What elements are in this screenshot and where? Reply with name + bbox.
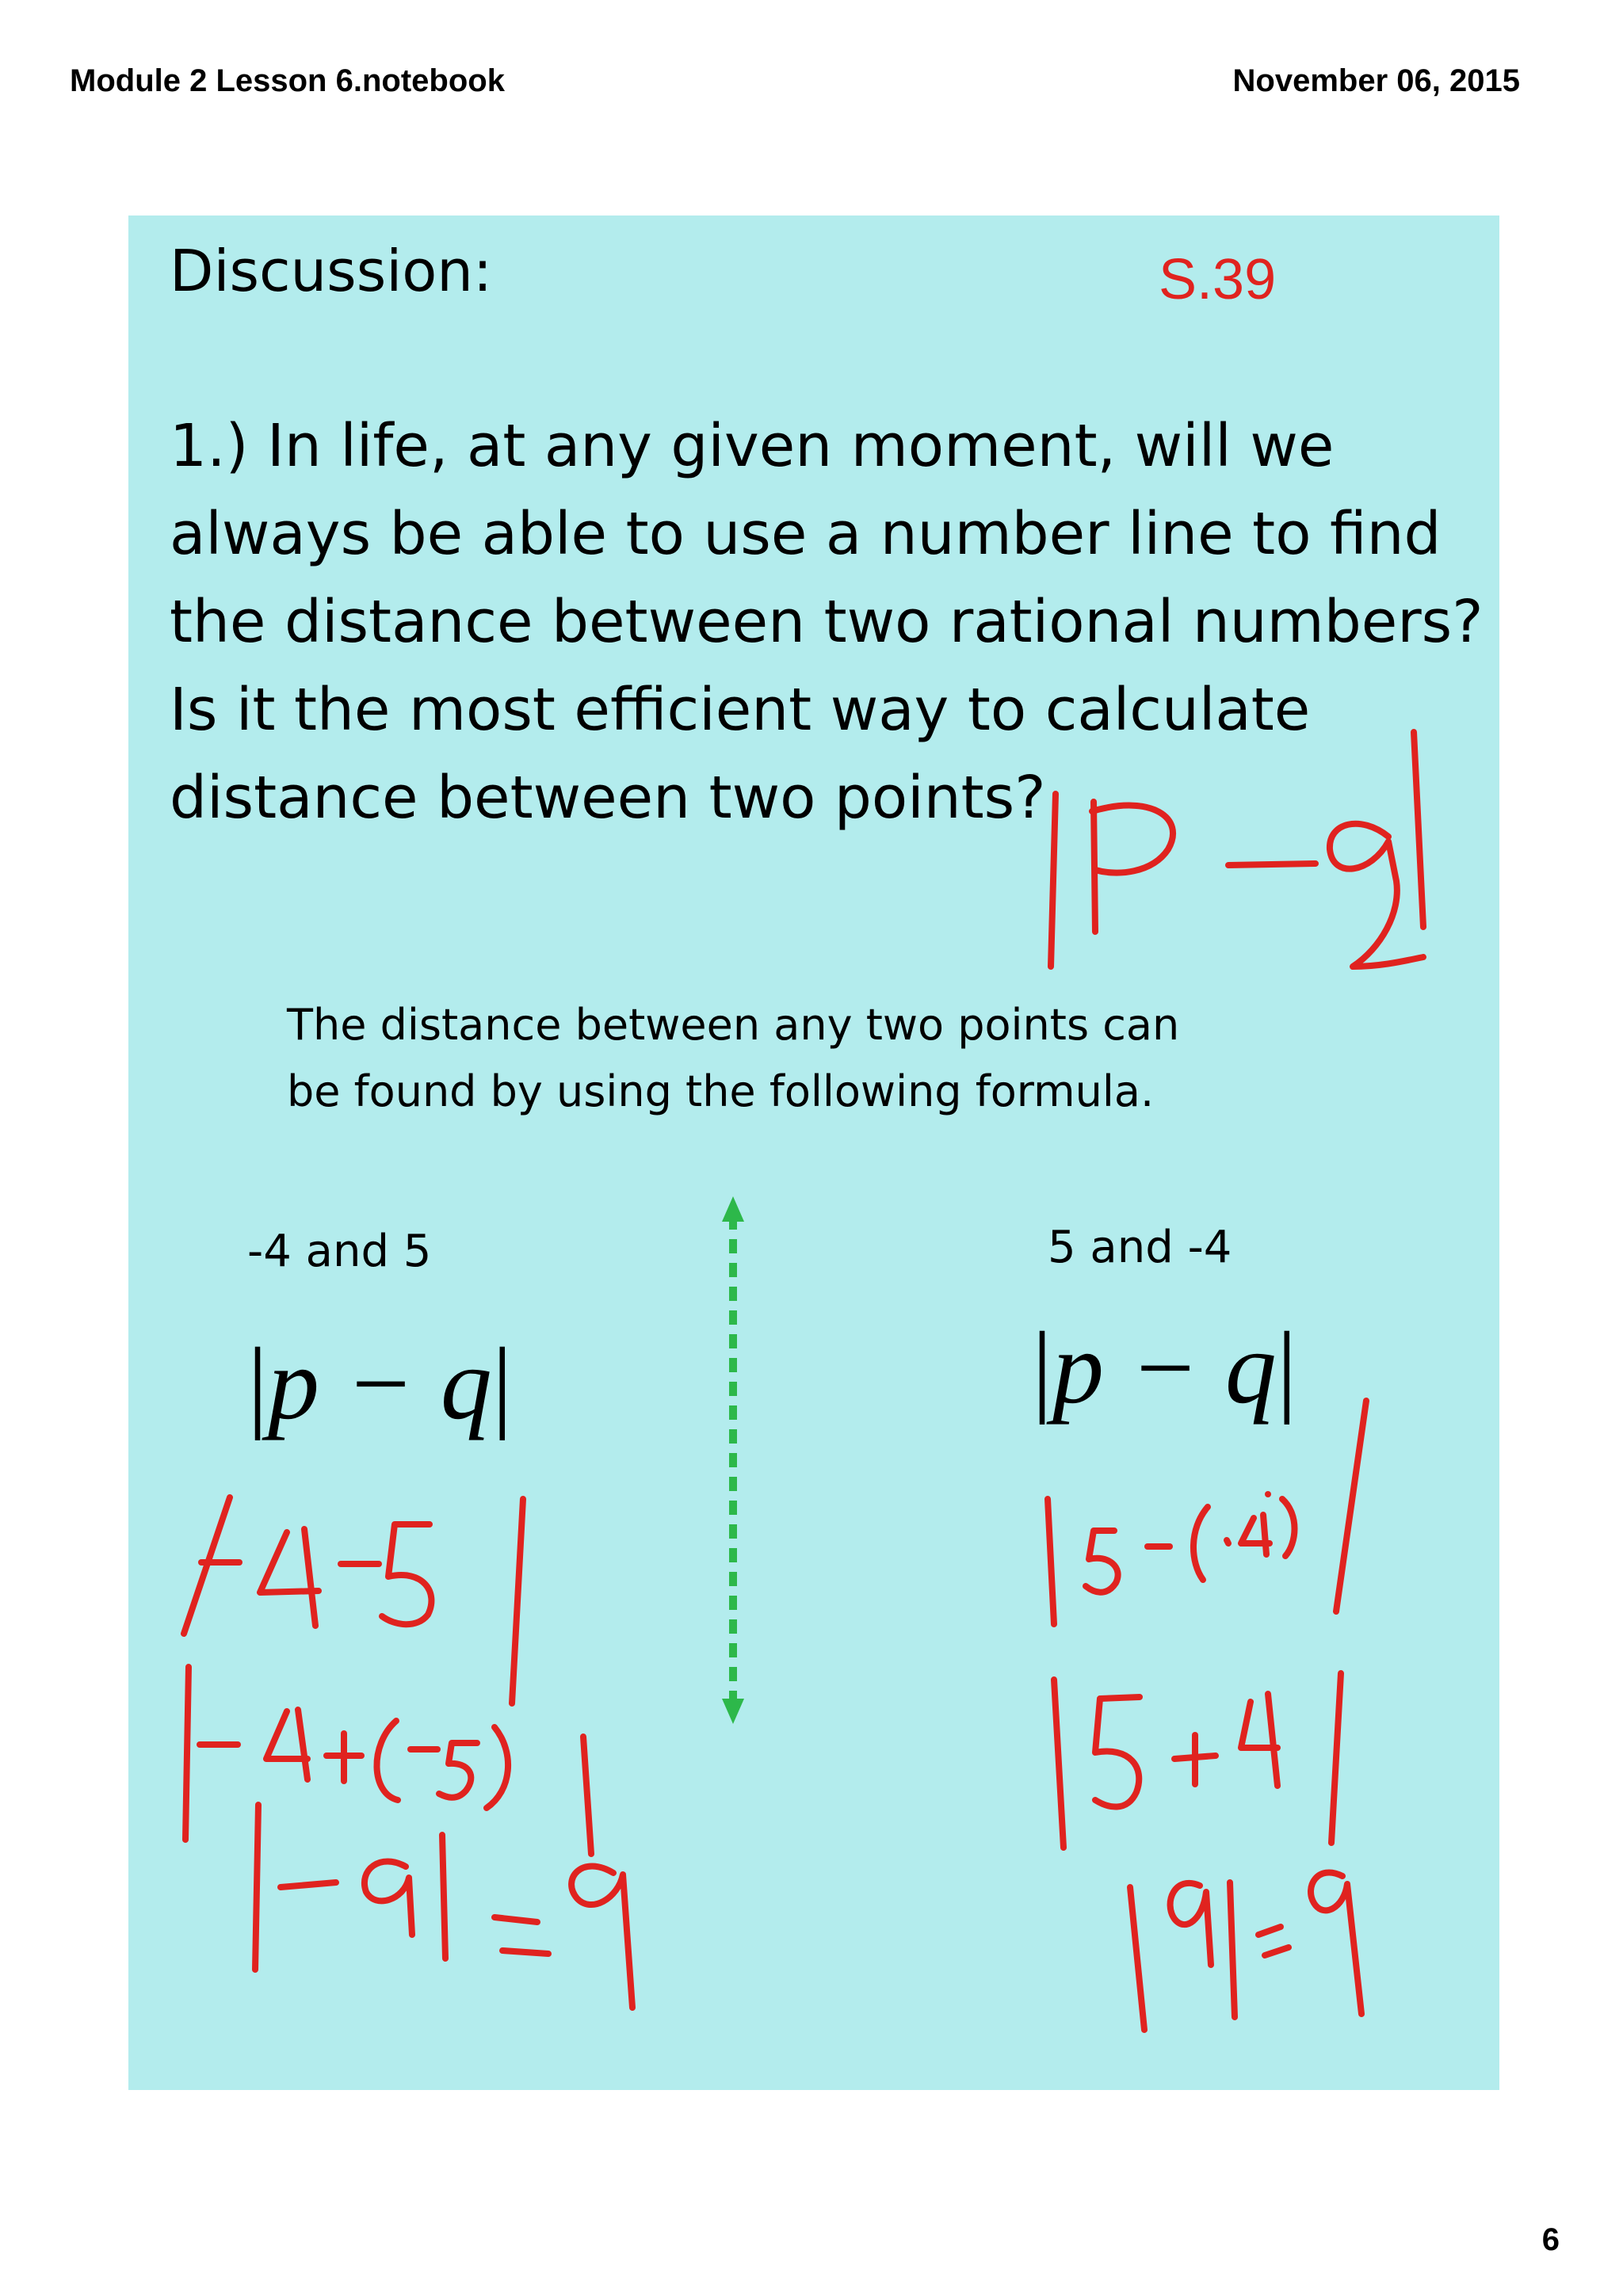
notebook-date: November 06, 2015 [1232, 63, 1520, 98]
question-line: 1.) In life, at any given moment, will we [170, 412, 1335, 480]
handwritten-p-minus-q [1051, 732, 1423, 967]
discussion-title: Discussion: [170, 238, 493, 304]
question-line: distance between two points? [170, 764, 1046, 832]
page-number: 6 [1541, 2222, 1560, 2257]
handwritten-annotations [128, 215, 1499, 2090]
notebook-file-name: Module 2 Lesson 6.notebook [70, 63, 505, 98]
right-formula-body: p − q [1052, 1311, 1277, 1425]
handwritten-right-work [1048, 1401, 1366, 2030]
question-line: the distance between two rational numbers? [170, 588, 1484, 656]
left-number-pair: -4 and 5 [247, 1226, 432, 1277]
slide-reference: S.39 [1159, 248, 1277, 311]
question-line: Is it the most efficient way to calculate [170, 676, 1311, 744]
question-line: always be able to use a number line to find [170, 500, 1442, 568]
left-formula-body: p − q [268, 1327, 492, 1441]
formula-note-line: be found by using the following formula. [287, 1066, 1155, 1116]
left-distance-formula: |p − q| [247, 1327, 513, 1441]
handwritten-left-work [184, 1497, 632, 2008]
notebook-slide [128, 215, 1499, 2090]
formula-note-line: The distance between any two points can [287, 1000, 1180, 1050]
right-distance-formula: |p − q| [1032, 1311, 1297, 1425]
right-number-pair: 5 and -4 [1048, 1222, 1232, 1273]
